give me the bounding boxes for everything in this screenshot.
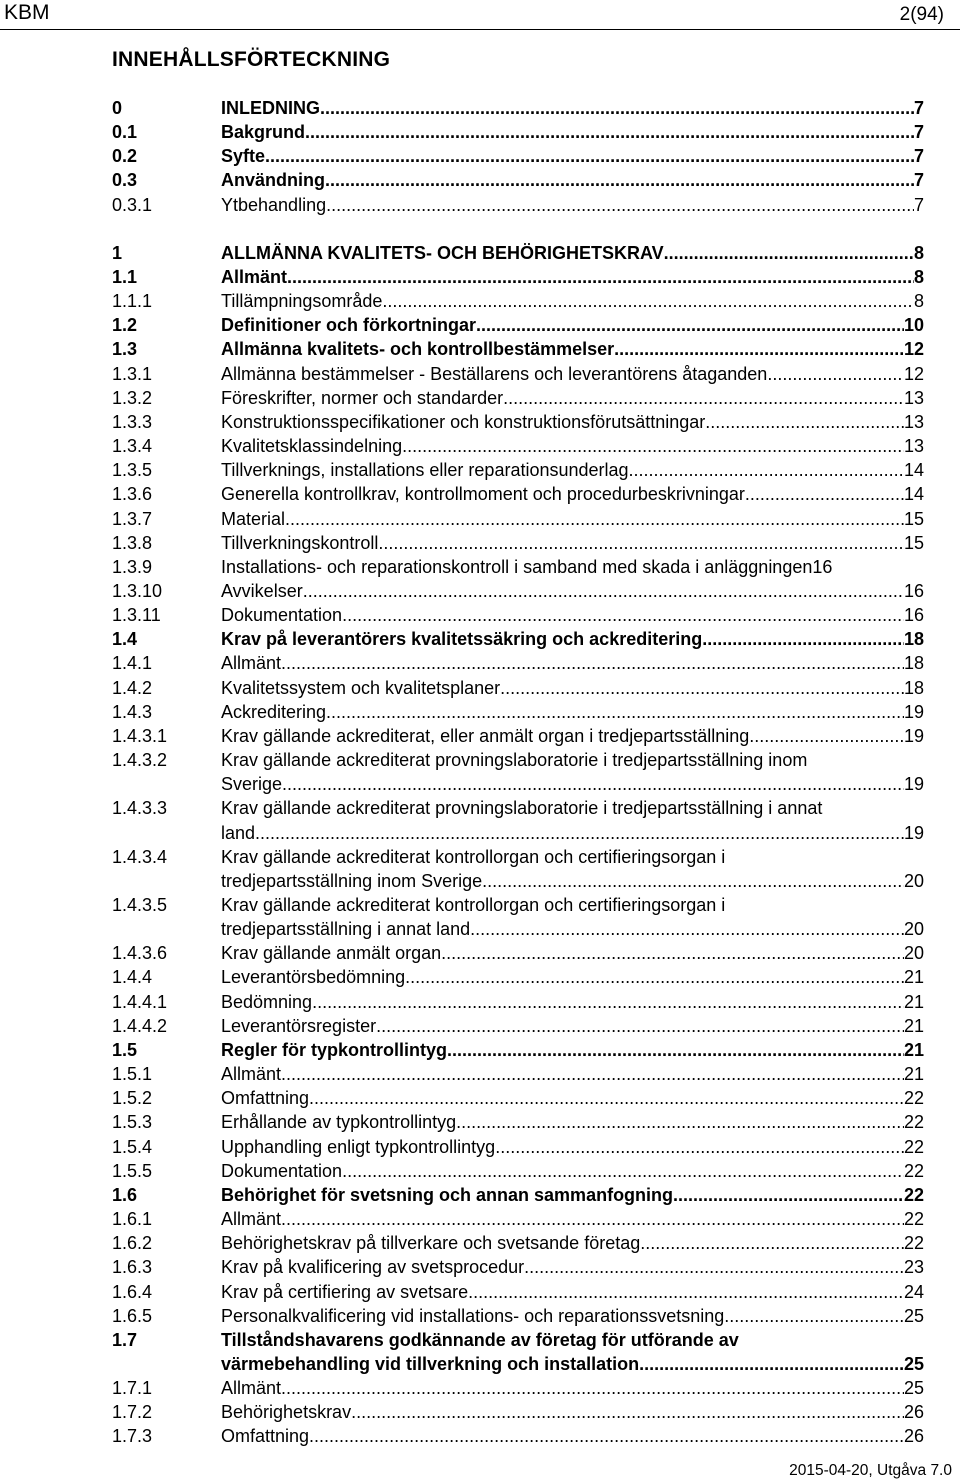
toc-entry-page: 7 [913,98,924,118]
toc-entry-page: 21 [903,967,924,988]
toc-entry-page: 26 [903,1426,924,1447]
toc-entry-title: Installations- och reparationskontroll i samband med skada i anläggningen [221,556,813,577]
toc-entry-title-line: Krav gällande ackrediterat provningslaboratorie i tredjepartsställning i annat [221,798,823,819]
toc-entry-title: Tillverkningskontroll [221,532,379,553]
toc-entry-number: 1.6.5 [112,1305,153,1326]
toc-entry-title: Allmänt [221,653,282,674]
toc-entry-page: 7 [913,122,924,143]
toc-entry-number: 1.5 [112,1039,138,1060]
toc-entry-number: 1.1.1 [112,291,153,312]
toc-dot-leader [447,1038,904,1062]
toc-entry-number: 1.5.5 [112,1160,153,1181]
toc-entry-title-line: Tillståndshavarens godkännande av företag för utförande av [221,1329,739,1350]
document-code: KBM [4,1,50,24]
toc-entry-title: Bedömning [221,991,313,1012]
toc-entry[interactable] [112,1159,924,1183]
toc-entry[interactable] [112,941,924,965]
toc-entry-number: 1.3.10 [112,580,163,601]
toc-entry[interactable] [112,1207,924,1231]
toc-entry-page: 22 [903,1088,924,1109]
toc-dot-leader [281,1207,904,1231]
toc-entry-page: 21 [903,1064,924,1085]
toc-entry-title: Krav på leverantörers kvalitetssäkring och ackreditering [221,629,703,650]
toc-entry[interactable] [112,748,924,796]
toc-entry-page: 16 [903,580,924,601]
toc-entry-title: ALLMÄNNA KVALITETS- OCH BEHÖRIGHETSKRAV [221,242,664,263]
toc-entry-title: Konstruktionsspecifikationer och konstruktionsförutsättningar [221,411,706,432]
toc-dot-leader [305,120,914,144]
toc-dot-leader [378,531,904,555]
toc-dot-leader [326,700,904,724]
toc-entry[interactable] [112,193,924,217]
toc-entry[interactable] [112,265,924,289]
toc-entry[interactable] [112,386,924,410]
toc-entry-number: 1.4.3.1 [112,725,168,746]
toc-entry-title: Regler för typkontrollintyg [221,1039,448,1060]
toc-entry-title: Kvalitetsklassindelning [221,436,403,457]
toc-entry-page: 19 [903,822,924,843]
toc-entry-page: 22 [903,1160,924,1181]
toc-entry-title: Ackreditering [221,701,327,722]
toc-entry[interactable] [112,1062,924,1086]
toc-entry-number: 1.4.3.4 [112,846,168,867]
toc-dot-leader [705,410,904,434]
toc-entry-number: 1.4.4.1 [112,991,168,1012]
toc-entry[interactable] [112,579,924,603]
toc-entry-number: 1.3.3 [112,411,153,432]
toc-entry[interactable] [112,241,924,265]
toc-entry-number: 1.4.3.2 [112,750,168,771]
toc-entry[interactable] [112,362,924,386]
toc-entry-page: 22 [903,1136,924,1157]
toc-dot-leader [342,1159,904,1183]
toc-entry[interactable] [112,507,924,531]
toc-entry-number: 1.7 [112,1329,138,1350]
toc-entry-page: 12 [903,363,924,384]
toc-entry-page: 16 [903,605,924,626]
toc-entry-number: 1.5.3 [112,1112,153,1133]
toc-entry-page: 19 [903,701,924,722]
toc-entry-page: 21 [903,1015,924,1036]
toc-entry-number: 1.6.2 [112,1233,153,1254]
toc-entry-number: 1.3.7 [112,508,153,529]
toc-entry[interactable] [112,531,924,555]
toc-entry[interactable] [112,96,924,120]
toc-entry-title: Behörighetskrav [221,1402,352,1423]
toc-entry[interactable] [112,410,924,434]
toc-entry-title: INLEDNING [221,98,320,118]
toc-entry-number: 1.1 [112,266,138,287]
toc-entry[interactable] [112,651,924,675]
toc-dot-leader [745,482,904,506]
toc-dot-leader [281,1376,904,1400]
toc-entry-page: 14 [903,484,924,505]
toc-entry-title: Kvalitetssystem och kvalitetsplaner [221,677,501,698]
toc-entry-title: tredjepartsställning i annat land [221,919,471,940]
toc-entry-number: 1.3 [112,339,138,360]
toc-entry-title: Omfattning [221,1088,310,1109]
toc-entry[interactable] [112,1086,924,1110]
toc-entry-number: 1.3.9 [112,556,153,577]
toc-entry-number: 1.5.1 [112,1064,153,1085]
toc-entry[interactable] [112,458,924,482]
toc-dot-leader [640,1231,904,1255]
toc-entry-number: 1.2 [112,315,138,336]
toc-entry-page: 8 [913,266,924,287]
toc-entry-title: Tillverknings, installations eller reparationsunderlag [221,460,629,481]
toc-dot-leader [767,362,904,386]
toc-dot-leader [282,772,904,796]
toc-entry[interactable] [112,676,924,700]
toc-dot-leader [470,917,904,941]
toc-dot-leader [673,1183,904,1207]
toc-entry-title: Bakgrund [221,122,306,143]
toc-dot-leader [342,603,904,627]
toc-entry-number: 1.3.8 [112,532,153,553]
toc-entry-page: 20 [903,870,924,891]
toc-entry-number: 1.6.3 [112,1257,153,1278]
toc-entry-number: 1.4.1 [112,653,153,674]
toc-entry-title: Allmänt [221,266,288,287]
toc-entry[interactable] [112,1400,924,1424]
toc-entry-title: Leverantörsregister [221,1015,377,1036]
toc-entry-number: 1.5.2 [112,1088,153,1109]
toc-title: INNEHÅLLSFÖRTECKNING [112,48,391,71]
toc-entry-title: land [221,822,256,843]
toc-entry-title: Generella kontrollkrav, kontrollmoment och procedurbeskrivningar [221,484,745,505]
toc-entry[interactable] [112,337,924,361]
toc-entry[interactable] [112,144,924,168]
toc-entry-title: Allmänna bestämmelser - Beställarens och leverantörens åtaganden [221,363,768,384]
toc-entry-title: Syfte [221,146,266,167]
toc-entry-page: 25 [903,1353,924,1374]
toc-dot-leader [495,1135,904,1159]
toc-entry-number: 1.7.2 [112,1402,153,1423]
toc-entry-number: 1.4.4.2 [112,1015,168,1036]
toc-dot-leader [456,1110,904,1134]
toc-dot-leader [285,507,904,531]
page-number: 2(94) [899,4,944,25]
toc-entry-number: 1.3.4 [112,436,153,457]
toc-entry-number: 1.6 [112,1184,138,1205]
toc-entry-number: 1.3.1 [112,363,153,384]
toc-entry-title-line: Krav gällande ackrediterat kontrollorgan och certifieringsorgan i [221,895,726,915]
toc-entry-page: 19 [903,725,924,746]
toc-entry-number: 1.4.3.3 [112,798,168,819]
toc-dot-leader [281,651,904,675]
toc-entry[interactable] [112,990,924,1014]
toc-entry-title: Krav på kvalificering av svetsprocedur [221,1257,525,1278]
toc-dot-leader [749,724,904,748]
toc-dot-leader [629,458,904,482]
toc-entry[interactable] [112,724,924,748]
toc-dot-leader [468,1280,904,1304]
toc-entry-number: 0 [112,98,123,118]
toc-entry-page: 22 [903,1112,924,1133]
toc-entry-number: 1 [112,242,123,263]
toc-entry-page: 22 [903,1209,924,1230]
toc-entry-page: 22 [903,1184,924,1205]
toc-entry-number: 1.4.3.5 [112,895,168,915]
toc-entry-number: 1.4.4 [112,967,153,988]
toc-dot-leader [524,1255,904,1279]
toc-entry-page: 15 [903,532,924,553]
toc-entry-page: 20 [903,943,924,964]
toc-dot-leader [287,265,914,289]
toc-entry[interactable] [112,1304,924,1328]
toc-entry-page: 15 [903,508,924,529]
toc-entry[interactable] [112,1280,924,1304]
toc-entry[interactable] [112,1376,924,1400]
toc-entry-title-line: Krav gällande ackrediterat provningslaboratorie i tredjepartsställning inom [221,750,808,771]
toc-entry[interactable] [112,482,924,506]
toc-entry-number: 1.3.11 [112,605,161,626]
toc-dot-leader [441,941,904,965]
toc-entry-page: 7 [913,146,924,167]
toc-entry-title: Personalkvalificering vid installations- och reparationssvetsning [221,1305,725,1326]
toc-entry-title: Allmänt [221,1209,282,1230]
toc-entry-page: 13 [903,436,924,457]
toc-entry-title: Tillämpningsområde [221,291,383,312]
toc-entry[interactable] [112,1183,924,1207]
toc-entry-number: 1.4.2 [112,677,153,698]
toc-entry[interactable] [112,1014,924,1038]
toc-entry-page: 25 [903,1305,924,1326]
toc-entry[interactable] [112,289,924,313]
toc-entry[interactable] [112,700,924,724]
toc-entry-number: 1.3.5 [112,460,153,481]
toc-dot-leader [351,1400,904,1424]
toc-dot-leader [326,193,914,217]
toc-entry-title: Omfattning [221,1426,310,1447]
toc-dot-leader [325,168,914,192]
toc-dot-leader [476,313,904,337]
toc-entry[interactable] [112,1328,924,1376]
toc-entry[interactable] [112,1255,924,1279]
toc-entry-number: 1.6.4 [112,1281,153,1302]
toc-dot-leader [402,434,904,458]
toc-entry-title: Material [221,508,286,529]
toc-entry[interactable] [112,168,924,192]
toc-entry-number: 1.4.3.6 [112,943,168,964]
toc-entry-page: 7 [913,170,924,191]
toc-entry-title: Behörighetskrav på tillverkare och svetsande företag [221,1233,641,1254]
toc-entry-page: 12 [903,339,924,360]
toc-entry-page: 18 [903,653,924,674]
toc-entry-page: 25 [903,1378,924,1399]
page-header [0,0,960,30]
toc-entry-title: Allmänt [221,1378,282,1399]
toc-entry-page: 8 [913,291,924,312]
toc-entry[interactable] [112,627,924,651]
toc-entry-page: 21 [903,991,924,1012]
toc-entry-number: 0.1 [112,122,138,143]
toc-dot-leader [309,1424,904,1448]
toc-entry-title: Upphandling enligt typkontrollintyg [221,1136,496,1157]
toc-entry-page: 7 [913,194,924,215]
toc-entry-number: 1.6.1 [112,1209,153,1230]
toc-entry-title: Allmänt [221,1064,282,1085]
toc-dot-leader [724,1304,904,1328]
toc-entry[interactable] [112,1135,924,1159]
table-of-contents [112,96,924,1449]
toc-entry-page: 13 [903,411,924,432]
toc-dot-leader [281,1062,904,1086]
toc-entry-page: 24 [903,1281,924,1302]
toc-entry[interactable] [112,434,924,458]
toc-entry-title: tredjepartsställning inom Sverige [221,870,483,891]
toc-entry-page: 21 [903,1039,924,1060]
toc-entry-number: 0.3 [112,170,138,191]
toc-entry-title: Sverige [221,774,283,795]
toc-entry-title: Krav på certifiering av svetsare [221,1281,469,1302]
toc-entry-title-line: Krav gällande ackrediterat kontrollorgan och certifieringsorgan i [221,846,726,867]
toc-entry-page: 18 [903,677,924,698]
toc-entry-number: 1.4 [112,629,138,650]
toc-entry-page: 8 [913,242,924,263]
toc-entry-page: 26 [903,1402,924,1423]
toc-dot-leader [376,1014,904,1038]
toc-entry-title: Krav gällande ackrediterat, eller anmält organ i tredjepartsställning [221,725,750,746]
toc-entry-number: 1.4.3 [112,701,153,722]
toc-dot-leader [303,579,904,603]
toc-dot-leader [320,96,914,120]
toc-entry-number: 1.7.1 [112,1378,153,1399]
toc-entry-page: 18 [903,629,924,650]
toc-dot-leader [255,821,904,845]
toc-dot-leader [614,337,904,361]
toc-entry[interactable] [112,965,924,989]
toc-entry-title: Definitioner och förkortningar [221,315,477,336]
toc-entry[interactable] [112,555,924,579]
toc-dot-leader [702,627,904,651]
toc-entry-title: Behörighet för svetsning och annan sammanfogning [221,1184,674,1205]
toc-entry-title: Ytbehandling [221,194,327,215]
toc-entry-title: Krav gällande anmält organ [221,943,442,964]
toc-dot-leader [309,1086,904,1110]
toc-entry[interactable] [112,1231,924,1255]
toc-entry[interactable] [112,1110,924,1134]
toc-dot-leader [664,241,914,265]
toc-entry[interactable] [112,796,924,844]
toc-entry-number: 1.7.3 [112,1426,153,1447]
toc-entry[interactable] [112,120,924,144]
toc-dot-leader [482,869,904,893]
toc-entry-number: 1.3.2 [112,387,153,408]
toc-entry-title: värmebehandling vid tillverkning och installation [221,1353,640,1374]
toc-dot-leader [312,990,904,1014]
toc-entry-page: 23 [903,1257,924,1278]
toc-entry-page: 22 [903,1233,924,1254]
toc-entry-page: 10 [903,315,924,336]
toc-entry-title: Dokumentation [221,605,343,626]
toc-entry[interactable] [112,603,924,627]
toc-entry-title: Erhållande av typkontrollintyg [221,1112,457,1133]
toc-entry-title: Föreskrifter, normer och standarder [221,387,504,408]
toc-entry[interactable] [112,893,924,941]
toc-entry-page: 20 [903,919,924,940]
footer-date-edition: 2015-04-20, Utgåva 7.0 [789,1462,952,1479]
toc-entry-number: 1.5.4 [112,1136,153,1157]
toc-dot-leader [503,386,904,410]
toc-entry-title: Avvikelser [221,580,303,601]
toc-entry[interactable] [112,1038,924,1062]
toc-dot-leader [639,1352,904,1376]
toc-entry-title: Leverantörsbedömning [221,967,406,988]
toc-dot-leader [405,965,904,989]
toc-entry-title: Användning [221,170,325,191]
toc-entry-page: 13 [903,387,924,408]
toc-entry-number: 0.2 [112,146,138,167]
toc-dot-leader [265,144,914,168]
toc-entry[interactable] [112,1424,924,1448]
toc-entry-title: Allmänna kvalitets- och kontrollbestämmelser [221,339,615,360]
toc-entry-title: Dokumentation [221,1160,343,1181]
toc-entry-page: 16 [812,556,833,577]
toc-entry[interactable] [112,313,924,337]
toc-entry-number: 1.3.6 [112,484,153,505]
toc-entry[interactable] [112,845,924,893]
toc-entry-page: 14 [903,460,924,481]
toc-entry-page: 19 [903,774,924,795]
toc-dot-leader [382,289,914,313]
toc-entry-number: 0.3.1 [112,194,153,215]
toc-dot-leader [500,676,904,700]
